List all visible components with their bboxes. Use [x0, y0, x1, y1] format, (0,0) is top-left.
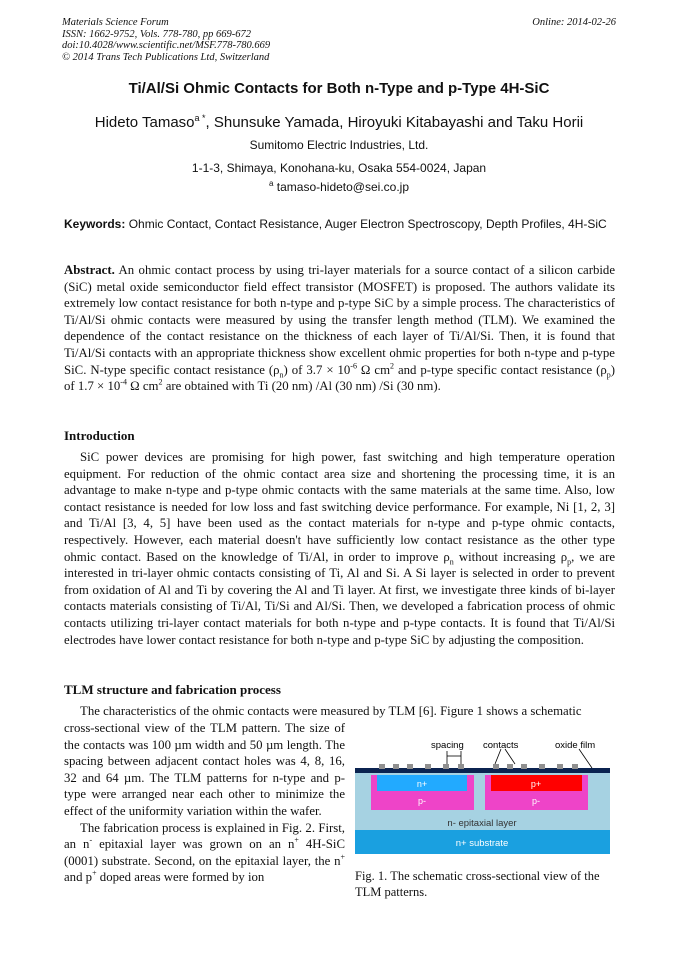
contacts-label: contacts	[483, 740, 519, 751]
keywords	[64, 216, 615, 232]
author-list	[0, 114, 678, 131]
epi-label: n- epitaxial layer	[447, 818, 517, 829]
journal-name: Materials Science Forum	[62, 17, 169, 28]
contact-pad	[393, 764, 399, 769]
abstract	[64, 262, 615, 395]
contact-pad	[379, 764, 385, 769]
fab-text-3: 4H-SiC (0001) substrate. Second, on the epitaxial layer, the n	[64, 837, 345, 868]
affiliation-org: Sumitomo Electric Industries, Ltd.	[249, 138, 429, 152]
intro-sub-n: n	[449, 557, 454, 567]
online-date: Online: 2014-02-26	[532, 17, 616, 28]
fab-text-2: epitaxial layer was grown on an n	[92, 837, 295, 852]
abstract-text-7: are obtained with Ti (20 nm) /Al (30 nm) /Si (30 nm).	[162, 379, 441, 394]
tlm-text-line-1: The characteristics of the ohmic contacts were measured by TLM [6]. Figure 1 shows a schematic	[80, 704, 582, 718]
intro-text: SiC power devices are promising for high power, fast switching and high temperature operation equipment. For reduction of the ohmic contact area size and shortening the processing time, it is an advantage to make n-type and p-type ohmic contacts with the same materials at the same time. Also, low contact resistance is needed for low loss and fast switching device performance. For example, Ni [1, 2, 3] and Ti/Al [3, 4, 5] have been used as the contact materials for n-type and p-type ohmic contacts, respectively. However, each material doesn't have sufficiently low contact resistance as the other type ohmic contact. Based on the knowledge of Ti/Al, in order to improve ρ	[64, 450, 615, 564]
abstract-exp-2: -4	[120, 377, 127, 387]
keywords-label: Keywords:	[64, 217, 126, 231]
tlm-column-text: cross-sectional view of the TLM pattern. The size of the contacts was 100 µm width and 50 µm length. The spacing between adjacent contact holes was 4, 8, 16, 32 and 64 µm. The TLM patterns for n-type and p-type were arranged near each other to minimize the effect of the uniformity variation within the wafer.	[64, 721, 345, 818]
fab-text-4: and p	[64, 870, 93, 885]
abstract-exp-1: -6	[350, 361, 357, 371]
substrate-label: n+ substrate	[455, 838, 509, 849]
abstract-sub-n: n	[279, 370, 284, 380]
tlm-heading: TLM structure and fabrication process	[64, 682, 281, 697]
abstract-text-6: Ω cm	[126, 379, 159, 394]
figure-1-caption: Fig. 1. The schematic cross-sectional view of the TLM patterns.	[355, 869, 600, 899]
abstract-text-4: and p-type specific contact resistance (ρ	[394, 362, 607, 377]
co-authors: , Shunsuke Yamada, Hiroyuki Kitabayashi and Taku Horii	[205, 114, 584, 131]
email-line	[0, 180, 678, 194]
tlm-column	[64, 720, 345, 886]
intro-text-3: , we are interested in tri-layer ohmic contacts consisting of Ti, Al and Si. A Si layer is selected in order to prevent from oxidation of Al and Ti by covering the Al and Ti layer. At first, we investigate three kinds of bi-layer contacts materials consisting of Ti/Al, Ti/Si and Al/Si. Then, we developed a fabrication process of ohmic contacts utilizing tri-layer contact materials for both n-type and p-type contacts. It is found that Ti/Al/Si electrodes have lower contact resistance for both n-type and p-type SiC by adjusting the composition.	[64, 549, 616, 647]
issn-line: ISSN: 1662-9752, Vols. 778-780, pp 669-672	[62, 28, 251, 40]
contact-pad	[521, 764, 527, 769]
copyright-line: © 2014 Trans Tech Publications Ltd, Switzerland	[62, 51, 270, 63]
abstract-text-5: ) of 1.7 × 10	[64, 362, 616, 394]
fab-sup-3: +	[340, 852, 345, 862]
n-plus-label: n+	[416, 779, 428, 789]
fab-sup-1: -	[89, 835, 93, 845]
figure-1	[355, 737, 615, 857]
email-superscript: a	[268, 179, 274, 188]
abstract-text-2: ) of 3.7 × 10	[283, 362, 351, 377]
contact-pad	[572, 764, 578, 769]
contact-pad	[458, 764, 464, 769]
contact-pad	[493, 764, 499, 769]
abstract-label: Abstract.	[64, 263, 115, 277]
first-author: Hideto Tamaso	[94, 114, 195, 131]
abstract-sq-2: 2	[158, 377, 163, 387]
contact-pad	[557, 764, 563, 769]
intro-text-2: without increasing ρ	[453, 549, 568, 564]
abstract-sub-p: p	[606, 370, 611, 380]
intro-paragraph	[64, 449, 615, 648]
fab-text: The fabrication process is explained in Fig. 2. First, an n	[64, 820, 345, 852]
author-superscript: a *	[194, 113, 206, 123]
contact-pad	[443, 764, 449, 769]
paper-title: Ti/Al/Si Ohmic Contacts for Both n-Type and p-Type 4H-SiC	[128, 80, 550, 97]
fab-text-5: doped areas were formed by ion	[96, 870, 265, 885]
abstract-text-3: Ω cm	[356, 362, 391, 377]
leader-lines	[447, 749, 592, 768]
doi-line[interactable]: doi:10.4028/www.scientific.net/MSF.778-780.669	[62, 40, 271, 51]
p-minus-right-label: p-	[531, 796, 541, 806]
contact-pad	[507, 764, 513, 769]
contact-pad	[407, 764, 413, 769]
fab-sup-4: +	[92, 869, 97, 879]
intro-heading: Introduction	[64, 428, 135, 443]
abstract-sq-1: 2	[390, 361, 395, 371]
oxide-label: oxide film	[555, 740, 596, 751]
fab-sup-2: +	[294, 835, 299, 845]
p-plus-label: p+	[530, 779, 542, 789]
abstract-text: An ohmic contact process by using tri-layer materials for a source contact of a silicon carbide (SiC) metal oxide semiconductor field effect transistor (MOSFET) is proposed. The authors validate its extremely low contact resistance for both n-type and p-type SiC by a simple process. The characteristics of Ti/Al/Si ohmic contacts were measured by using the transfer length method (TLM). We examined the dependence of the contact resistance on the thickness of each layer of Ti/Al/Si. Then, it is found that Ti/Al/Si contacts with an appropriate thickness show excellent ohmic properties for both n-type and p-type SiC. N-type specific contact resistance (ρ	[64, 263, 615, 377]
affiliation-address: 1-1-3, Shimaya, Konohana-ku, Osaka 554-0024, Japan	[191, 161, 487, 175]
tlm-cross-section	[355, 737, 615, 857]
contact-pad	[425, 764, 431, 769]
tlm-line-1	[64, 703, 615, 720]
keywords-text: Ohmic Contact, Contact Resistance, Auger Electron Spectroscopy, Depth Profiles, 4H-SiC	[128, 217, 607, 231]
author-email[interactable]: tamaso-hideto@sei.co.jp	[276, 180, 410, 194]
spacing-label: spacing	[431, 740, 464, 751]
contact-pad	[539, 764, 545, 769]
intro-sub-p: p	[567, 557, 572, 567]
p-minus-left-label: p-	[417, 796, 427, 806]
